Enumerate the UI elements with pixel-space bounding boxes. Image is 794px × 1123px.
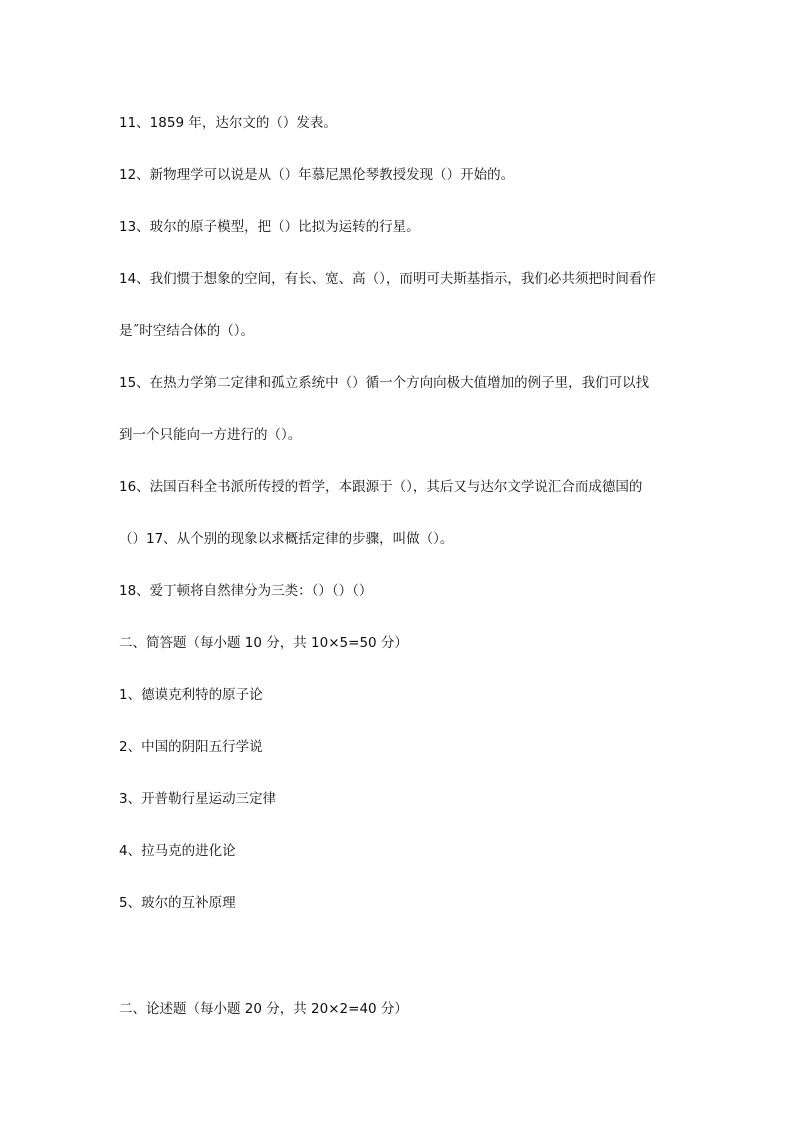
- section-essay-heading: 二、论述题（每小题 20 分，共 20×2=40 分）: [119, 1001, 408, 1017]
- question-15-line-1: 15、在热力学第二定律和孤立系统中（）循一个方向向极大值增加的例子里，我们可以找: [119, 375, 650, 391]
- question-13: 13、玻尔的原子模型，把（）比拟为运转的行星。: [119, 219, 420, 235]
- question-11: 11、1859 年，达尔文的（）发表。: [119, 115, 337, 131]
- question-16-17-line: （）17、从个别的现象以求概括定律的步骤，叫做（）。: [119, 531, 454, 547]
- section-short-answer-heading: 二、简答题（每小题 10 分，共 10×5=50 分）: [119, 635, 408, 651]
- question-18: 18、爱丁顿将自然律分为三类：（）（）（）: [119, 583, 373, 599]
- short-answer-5: 5、玻尔的互补原理: [119, 895, 236, 911]
- question-14-line-2: 是˝时空结合体的（）。: [119, 323, 254, 339]
- short-answer-3: 3、开普勒行星运动三定律: [119, 791, 277, 807]
- short-answer-1: 1、德谟克利特的原子论: [119, 687, 263, 703]
- question-14-line-1: 14、我们惯于想象的空间，有长、宽、高（），而明可夫斯基指示，我们必共须把时间看作: [119, 271, 656, 287]
- question-12: 12、新物理学可以说是从（）年慕尼黑伦琴教授发现（）开始的。: [119, 167, 515, 183]
- question-15-line-2: 到一个只能向一方进行的（）。: [119, 427, 302, 443]
- question-16-line-1: 16、法国百科全书派所传授的哲学，本跟源于（），其后又与达尔文学说汇合而成德国的: [119, 479, 643, 495]
- short-answer-4: 4、拉马克的进化论: [119, 843, 236, 859]
- short-answer-2: 2、中国的阴阳五行学说: [119, 739, 263, 755]
